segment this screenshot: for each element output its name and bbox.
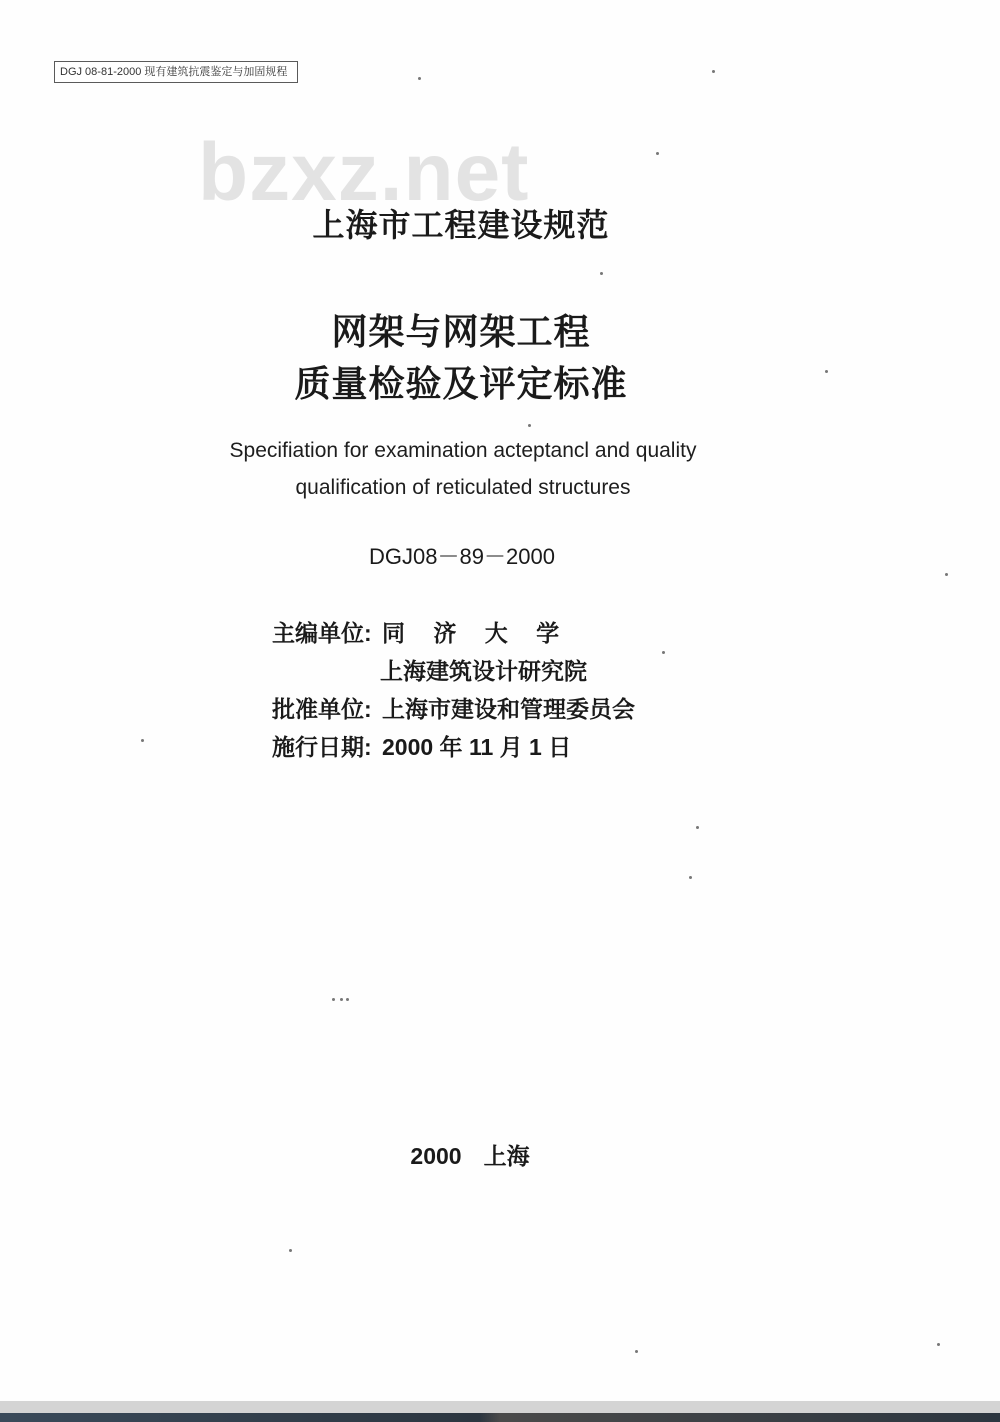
- effective-date-value: 2000 年 11 月 1 日: [382, 734, 572, 760]
- chief-editor-1: 同 济 大 学: [382, 620, 560, 646]
- scan-speck: [289, 1249, 292, 1252]
- scan-speck: [712, 70, 715, 73]
- scan-speck: [656, 152, 659, 155]
- scan-speck: [825, 370, 828, 373]
- scan-speck: [635, 1350, 638, 1353]
- english-title-line-1: Specifiation for examination acteptancl and quality: [229, 439, 697, 462]
- main-title-line-1: 网架与网架工程: [331, 311, 591, 352]
- chief-editors-label: 主编单位:: [272, 620, 372, 646]
- main-title-line-2: 质量检验及评定标准: [294, 363, 628, 404]
- effective-date-row: [272, 728, 635, 766]
- series-title: 上海市工程建设规范: [312, 207, 610, 243]
- taskbar-strip: [0, 1413, 1000, 1422]
- imprint-place: 上海: [483, 1143, 530, 1169]
- publication-info: [272, 614, 635, 766]
- approver-label: 批准单位:: [272, 696, 372, 722]
- document-title-tag: DGJ 08-81-2000 现有建筑抗震鉴定与加固规程: [54, 61, 298, 83]
- scan-speck: [346, 998, 349, 1001]
- viewer-bottom-bar: [0, 1401, 1000, 1413]
- scan-speck: [945, 573, 948, 576]
- imprint: [0, 1138, 940, 1171]
- effective-date-label: 施行日期:: [272, 734, 372, 760]
- chief-editors-row: [272, 614, 635, 652]
- watermark: bzxz.net: [198, 127, 530, 218]
- scan-speck: [662, 651, 665, 654]
- standard-code: DGJ08－89－2000: [369, 544, 555, 569]
- scan-speck: [332, 998, 335, 1001]
- scan-speck: [600, 272, 603, 275]
- chief-editors-row-2: [272, 652, 635, 690]
- approver-row: [272, 690, 635, 728]
- scan-speck: [418, 77, 421, 80]
- scan-speck: [528, 424, 531, 427]
- chief-editor-2: 上海建筑设计研究院: [380, 658, 587, 684]
- approver-value: 上海市建设和管理委员会: [382, 696, 635, 722]
- english-title-line-2: qualification of reticulated structures: [295, 476, 631, 499]
- scan-speck: [696, 826, 699, 829]
- scan-speck: [340, 998, 343, 1001]
- scan-speck: [937, 1343, 940, 1346]
- scan-speck: [689, 876, 692, 879]
- imprint-year: 2000: [410, 1143, 462, 1169]
- scan-speck: [141, 739, 144, 742]
